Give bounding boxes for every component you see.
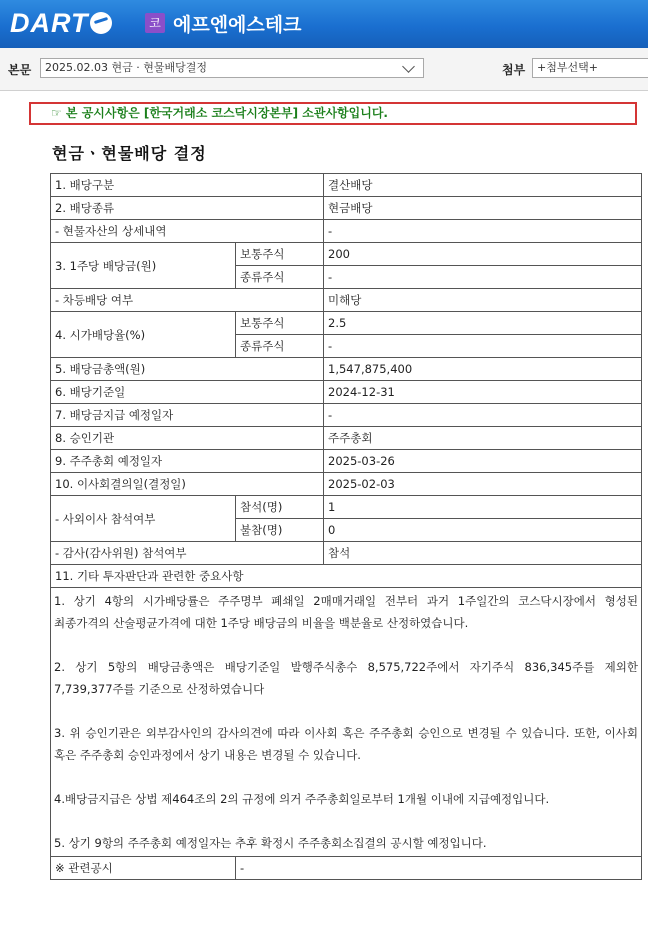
row-label: - 현물자산의 상세내역: [51, 220, 324, 243]
table-row: [51, 542, 642, 565]
row-value: 2.5: [324, 312, 642, 335]
table-row: [51, 450, 642, 473]
attach-select[interactable]: [532, 58, 648, 78]
row-value: -: [324, 220, 642, 243]
row-sublabel: 보통주식: [236, 312, 324, 335]
table-row: [51, 197, 642, 220]
table-row: [51, 588, 642, 857]
row-label: 2. 배당종류: [51, 197, 324, 220]
logo-disc-icon: [90, 12, 112, 34]
table-row: [51, 289, 642, 312]
note-paragraph: 5. 상기 9항의 주주총회 예정일자는 추후 확정시 주주총회소집결의 공시할 예정입니다.: [54, 836, 487, 850]
table-row: [51, 243, 642, 266]
row-label: 11. 기타 투자판단과 관련한 중요사항: [51, 565, 642, 588]
report-label: 본문: [8, 63, 32, 77]
row-value: -: [236, 857, 642, 880]
table-row: [51, 473, 642, 496]
table-row: [51, 381, 642, 404]
row-value: 현금배당: [324, 197, 642, 220]
row-value: -: [324, 404, 642, 427]
table-row: [51, 312, 642, 335]
note-paragraph: 3. 위 승인기관은 외부감사인의 감사의견에 따라 이사회 혹은 주주총회 승인으로 변경될 수 있습니다. 또한, 이사회 혹은 주주총회 승인과정에서 상기 내용은 변경될 수 있습니다.: [54, 726, 638, 762]
row-label: - 차등배당 여부: [51, 289, 324, 312]
report-toolbar: [0, 48, 648, 91]
row-sublabel: 종류주식: [236, 266, 324, 289]
row-value: 2024-12-31: [324, 381, 642, 404]
row-label: 3. 1주당 배당금(원): [51, 243, 236, 289]
row-value: 주주총회: [324, 427, 642, 450]
row-value: 2025-03-26: [324, 450, 642, 473]
row-label: ※ 관련공시: [51, 857, 236, 880]
row-value: 2025-02-03: [324, 473, 642, 496]
row-label: 1. 배당구분: [51, 174, 324, 197]
attach-select-value: +첨부선택+: [537, 61, 598, 74]
row-value: 결산배당: [324, 174, 642, 197]
chevron-down-icon: [402, 60, 415, 73]
row-sublabel: 참석(명): [236, 496, 324, 519]
row-label: 5. 배당금총액(원): [51, 358, 324, 381]
row-sublabel: 보통주식: [236, 243, 324, 266]
note-paragraph: 4.배당금지급은 상법 제464조의 2의 규정에 의거 주주총회일로부터 1개월 이내에 지급예정입니다.: [54, 792, 550, 806]
row-label: 7. 배당금지급 예정일자: [51, 404, 324, 427]
row-label: - 감사(감사위원) 참석여부: [51, 542, 324, 565]
note-paragraph: 1. 상기 4항의 시가배당률은 주주명부 폐쇄일 2매매거래일 전부터 과거 1주일간의 코스닥시장에서 형성된 최종가격의 산술평균가격에 대한 1주당 배당금의 비율을 백분율로 산정하였습니다.: [54, 594, 638, 630]
row-value: 1,547,875,400: [324, 358, 642, 381]
dart-logo[interactable]: DART: [10, 8, 112, 39]
table-row: [51, 174, 642, 197]
row-value: -: [324, 335, 642, 358]
document-body: [0, 91, 648, 946]
row-label: 8. 승인기관: [51, 427, 324, 450]
jurisdiction-notice: ☞ 본 공시사항은 [한국거래소 코스닥시장본부] 소관사항입니다.: [29, 102, 637, 125]
table-row: [51, 857, 642, 880]
row-label: - 사외이사 참석여부: [51, 496, 236, 542]
attach-label: 첨부: [502, 63, 526, 77]
table-row: [51, 565, 642, 588]
row-value: 1: [324, 496, 642, 519]
row-label: 10. 이사회결의일(결정일): [51, 473, 324, 496]
table-row: [51, 404, 642, 427]
market-badge: 코: [145, 13, 165, 33]
report-select-value: 2025.02.03 현금 · 현물배당결정: [45, 61, 207, 74]
table-row: [51, 496, 642, 519]
row-value: 0: [324, 519, 642, 542]
report-select[interactable]: [40, 58, 424, 78]
important-notes: [51, 588, 642, 857]
company-name: 에프엔에스테크: [173, 14, 302, 36]
app-header: [0, 0, 648, 48]
row-value: 200: [324, 243, 642, 266]
row-label: 6. 배당기준일: [51, 381, 324, 404]
row-label: 9. 주주총회 예정일자: [51, 450, 324, 473]
row-label: 4. 시가배당율(%): [51, 312, 236, 358]
row-value: 참석: [324, 542, 642, 565]
table-row: [51, 220, 642, 243]
disclosure-table: [50, 173, 642, 880]
table-row: [51, 427, 642, 450]
row-sublabel: 종류주식: [236, 335, 324, 358]
table-row: [51, 358, 642, 381]
row-value: 미해당: [324, 289, 642, 312]
row-value: -: [324, 266, 642, 289]
row-sublabel: 불참(명): [236, 519, 324, 542]
note-paragraph: 2. 상기 5항의 배당금총액은 배당기준일 발행주식총수 8,575,722주에서 자기주식 836,345주를 제외한 7,739,377주를 기준으로 산정하였습니다: [54, 660, 638, 696]
page-title: 현금ㆍ현물배당 결정: [52, 144, 207, 163]
